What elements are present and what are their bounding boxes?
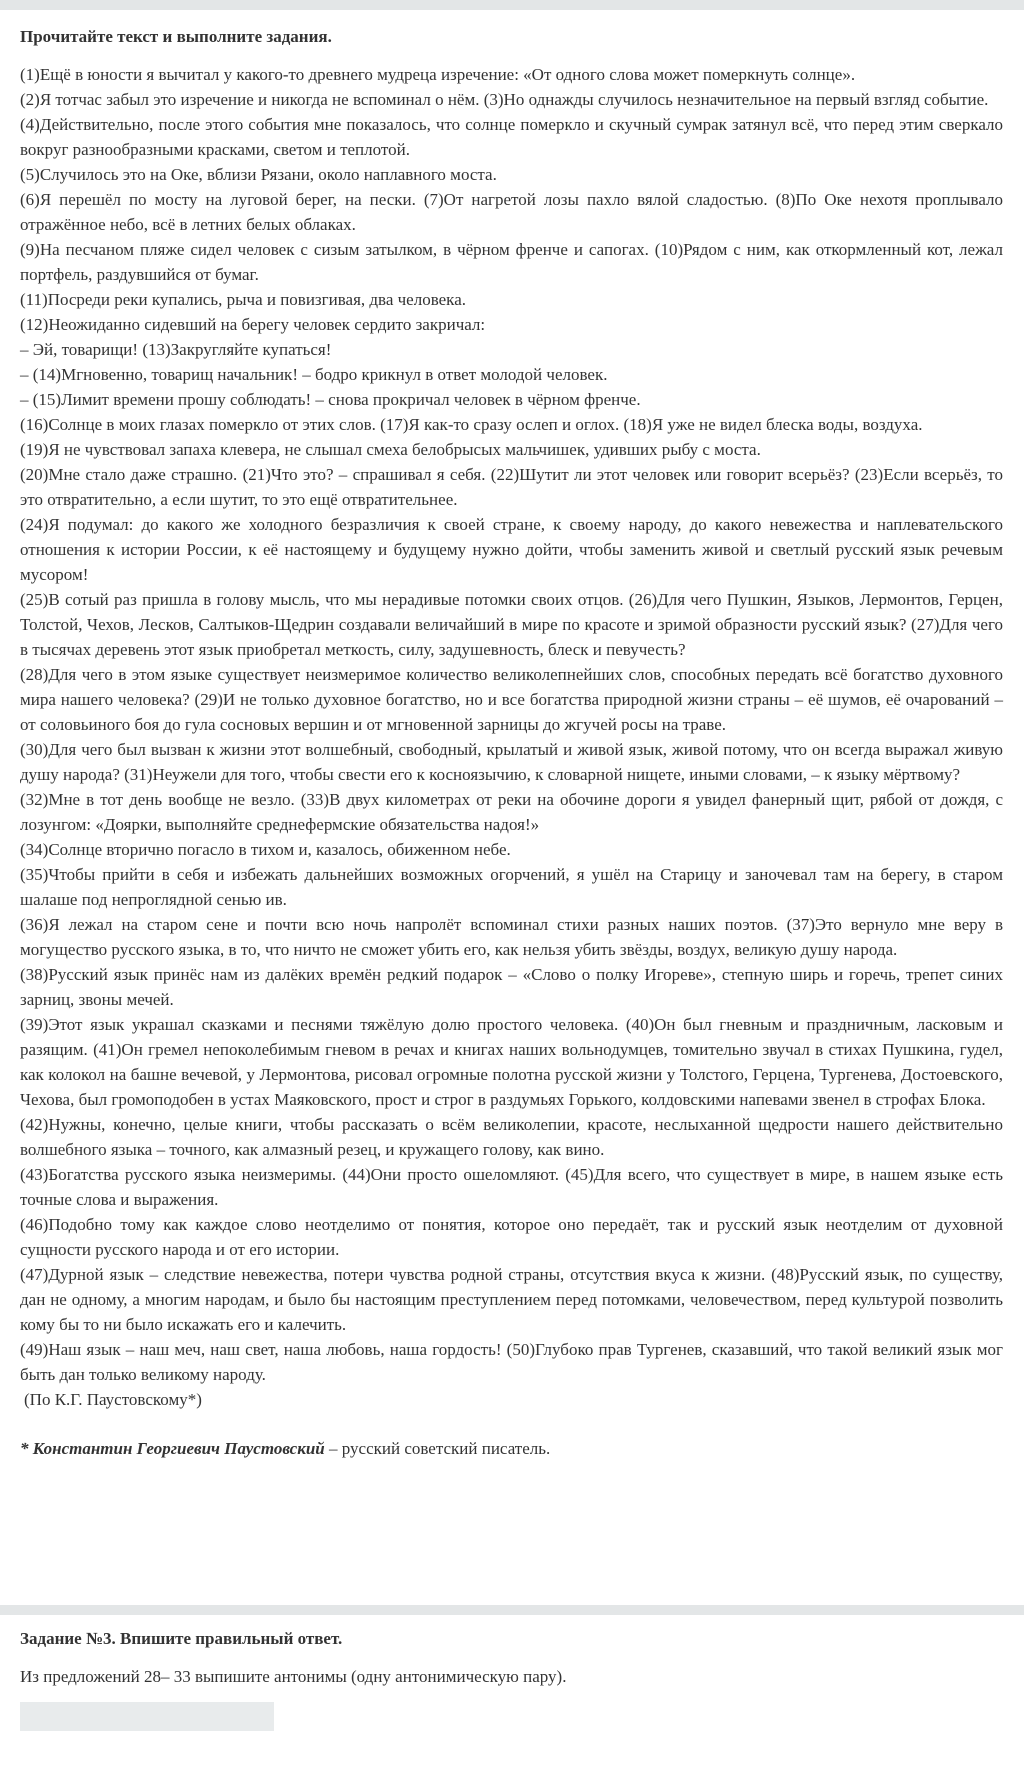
instruction-heading: Прочитайте текст и выполните задания.: [20, 27, 332, 46]
passage-paragraph: (47)Дурной язык – следствие невежества, потери чувства родной страны, отсутствия вкуса к жизни. (48)Русский язык, по существу, дан не одному, а многим народам, и было бы настоящим преступлением перед потомками, человечеством, перед культурой позволить кому бы то ни было искажать его и калечить.: [20, 1265, 1003, 1334]
passage-paragraph: (2)Я тотчас забыл это изречение и никогда не вспоминал о нём. (3)Но однажды случилось незначительное на первый взгляд событие.: [20, 90, 989, 109]
section-divider: [0, 1605, 1024, 1615]
passage-paragraph: – Эй, товарищи! (13)Закругляйте купаться!: [20, 340, 332, 359]
passage-paragraph: (6)Я перешёл по мосту на луговой берег, на пески. (7)От нагретой лозы пахло вялой сладостью. (8)По Оке нехотя проплывало отражённое небо, всё в летних белых облаках.: [20, 190, 1003, 234]
passage-paragraph: (34)Солнце вторично погасло в тихом и, казалось, обиженном небе.: [20, 840, 511, 859]
passage-paragraph: (1)Ещё в юности я вычитал у какого-то древнего мудреца изречение: «От одного слова может померкнуть солнце».: [20, 65, 856, 84]
passage-paragraph: (36)Я лежал на старом сене и почти всю ночь напролёт вспоминал стихи разных наших поэтов. (37)Это вернуло мне веру в могущество русского языка, в то, что ничто не сможет убить его, как нельзя убить звёзды, воздух, великую душу народа.: [20, 915, 1003, 959]
passage-text: [20, 62, 1003, 1387]
passage-paragraph: (28)Для чего в этом языке существует неизмеримое количество великолепнейших слов, способных передать всё богатство духовного мира нашего человека? (29)И не только духовное богатство, но и все богатства природной жизни страны – её шумов, её очарований – от соловьиного боя до гула сосновых вершин и от мгновенной зарницы до жгучей росы на траве.: [20, 665, 1003, 734]
passage-paragraph: (42)Нужны, конечно, целые книги, чтобы рассказать о всём великолепии, красоте, неслыханной щедрости нашего действительно волшебного языка – точного, как алмазный резец, и кружащего голову, как вино.: [20, 1115, 1003, 1159]
passage-paragraph: – (15)Лимит времени прошу соблюдать! – снова прокричал человек в чёрном френче.: [20, 390, 641, 409]
passage-paragraph: (20)Мне стало даже страшно. (21)Что это? – спрашивал я себя. (22)Шутит ли этот человек или говорит всерьёз? (23)Если всерьёз, то это отвратительно, а если шутит, то это ещё отвратительнее.: [20, 465, 1003, 509]
passage-paragraph: (5)Случилось это на Оке, вблизи Рязани, около наплавного моста.: [20, 165, 497, 184]
passage-paragraph: (46)Подобно тому как каждое слово неотделимо от понятия, которое оно передаёт, так и русский язык неотделим от духовной сущности русского народа и от его истории.: [20, 1215, 1003, 1259]
footnote-description: – русский советский писатель.: [324, 1439, 551, 1458]
passage-paragraph: (43)Богатства русского языка неизмеримы. (44)Они просто ошеломляют. (45)Для всего, что существует в мире, в нашем языке есть точные слова и выражения.: [20, 1165, 1003, 1209]
task-question: Из предложений 28– 33 выпишите антонимы (одну антонимическую пару).: [20, 1667, 567, 1686]
passage-paragraph: (39)Этот язык украшал сказками и песнями тяжёлую долю простого человека. (40)Он был гневным и праздничным, ласковым и разящим. (41)Он гремел непоколебимым гневом в речах и книгах наших вольнодумцев, томительно звучал в стихах Пушкина, гудел, как колокол на башне вечевой, у Лермонтова, рисовал огромные полотна русской жизни у Толстого, Герцена, Тургенева, Достоевского, Чехова, был громоподобен в устах Маяковского, прост и строг в раздумьях Горького, колдовскими напевами звенел в строфах Блока.: [20, 1015, 1003, 1109]
reading-section: [20, 24, 1003, 1461]
passage-paragraph: (30)Для чего был вызван к жизни этот волшебный, свободный, крылатый и живой язык, живой потому, что он всегда выражал живую душу народа? (31)Неужели для того, чтобы свести его к косноязычию, к словарной нищете, иными словами, – к языку мёртвому?: [20, 740, 1003, 784]
author-footnote: [20, 1436, 1003, 1461]
passage-paragraph: (35)Чтобы прийти в себя и избежать дальнейших возможных огорчений, я ушёл на Старицу и заночевал там на берегу, в старом шалаше под непроглядной сенью ив.: [20, 865, 1003, 909]
task-section: [20, 1626, 1003, 1731]
passage-paragraph: (4)Действительно, после этого события мне показалось, что солнце померкло и скучный сумрак затянул всё, что перед этим сверкало вокруг разнообразными красками, светом и теплотой.: [20, 115, 1003, 159]
passage-paragraph: (49)Наш язык – наш меч, наш свет, наша любовь, наша гордость! (50)Глубоко прав Тургенев, сказавший, что такой великий язык мог быть дан только великому народу.: [20, 1340, 1003, 1384]
answer-input[interactable]: [20, 1702, 274, 1731]
footnote-author-name: * Константин Георгиевич Паустовский: [20, 1439, 325, 1458]
task-title: Задание №3. Впишите правильный ответ.: [20, 1629, 343, 1648]
top-divider-bar: [0, 0, 1024, 10]
source-attribution: (По К.Г. Паустовскому*): [24, 1390, 202, 1409]
passage-paragraph: (38)Русский язык принёс нам из далёких времён редкий подарок – «Слово о полку Игореве», степную ширь и горечь, трепет синих зарниц, звоны мечей.: [20, 965, 1003, 1009]
passage-paragraph: (25)В сотый раз пришла в голову мысль, что мы нерадивые потомки своих отцов. (26)Для чего Пушкин, Языков, Лермонтов, Герцен, Толстой, Чехов, Лесков, Салтыков-Щедрин создавали величайший в мире по красоте и зримой образности русский язык? (27)Для чего в тысячах деревень этот язык приобретал меткость, силу, задушевность, блеск и певучесть?: [20, 590, 1003, 659]
passage-paragraph: (19)Я не чувствовал запаха клевера, не слышал смеха белобрысых мальчишек, удивших рыбу с моста.: [20, 440, 761, 459]
passage-paragraph: (12)Неожиданно сидевший на берегу человек сердито закричал:: [20, 315, 486, 334]
passage-paragraph: (32)Мне в тот день вообще не везло. (33)В двух километрах от реки на обочине дороги я увидел фанерный щит, рябой от дождя, с лозунгом: «Доярки, выполняйте среднефермские обязательства надоя!»: [20, 790, 1003, 834]
passage-paragraph: (24)Я подумал: до какого же холодного безразличия к своей стране, к своему народу, до какого невежества и наплевательского отношения к истории России, к её настоящему и будущему нужно дойти, чтобы заменить живой и светлый русский язык речевым мусором!: [20, 515, 1003, 584]
passage-paragraph: – (14)Мгновенно, товарищ начальник! – бодро крикнул в ответ молодой человек.: [20, 365, 608, 384]
passage-paragraph: (9)На песчаном пляже сидел человек с сизым затылком, в чёрном френче и сапогах. (10)Рядом с ним, как откормленный кот, лежал портфель, раздувшийся от бумаг.: [20, 240, 1003, 284]
passage-paragraph: (16)Солнце в моих глазах померкло от этих слов. (17)Я как-то сразу ослеп и оглох. (18)Я уже не видел блеска воды, воздуха.: [20, 415, 923, 434]
passage-paragraph: (11)Посреди реки купались, рыча и повизгивая, два человека.: [20, 290, 466, 309]
